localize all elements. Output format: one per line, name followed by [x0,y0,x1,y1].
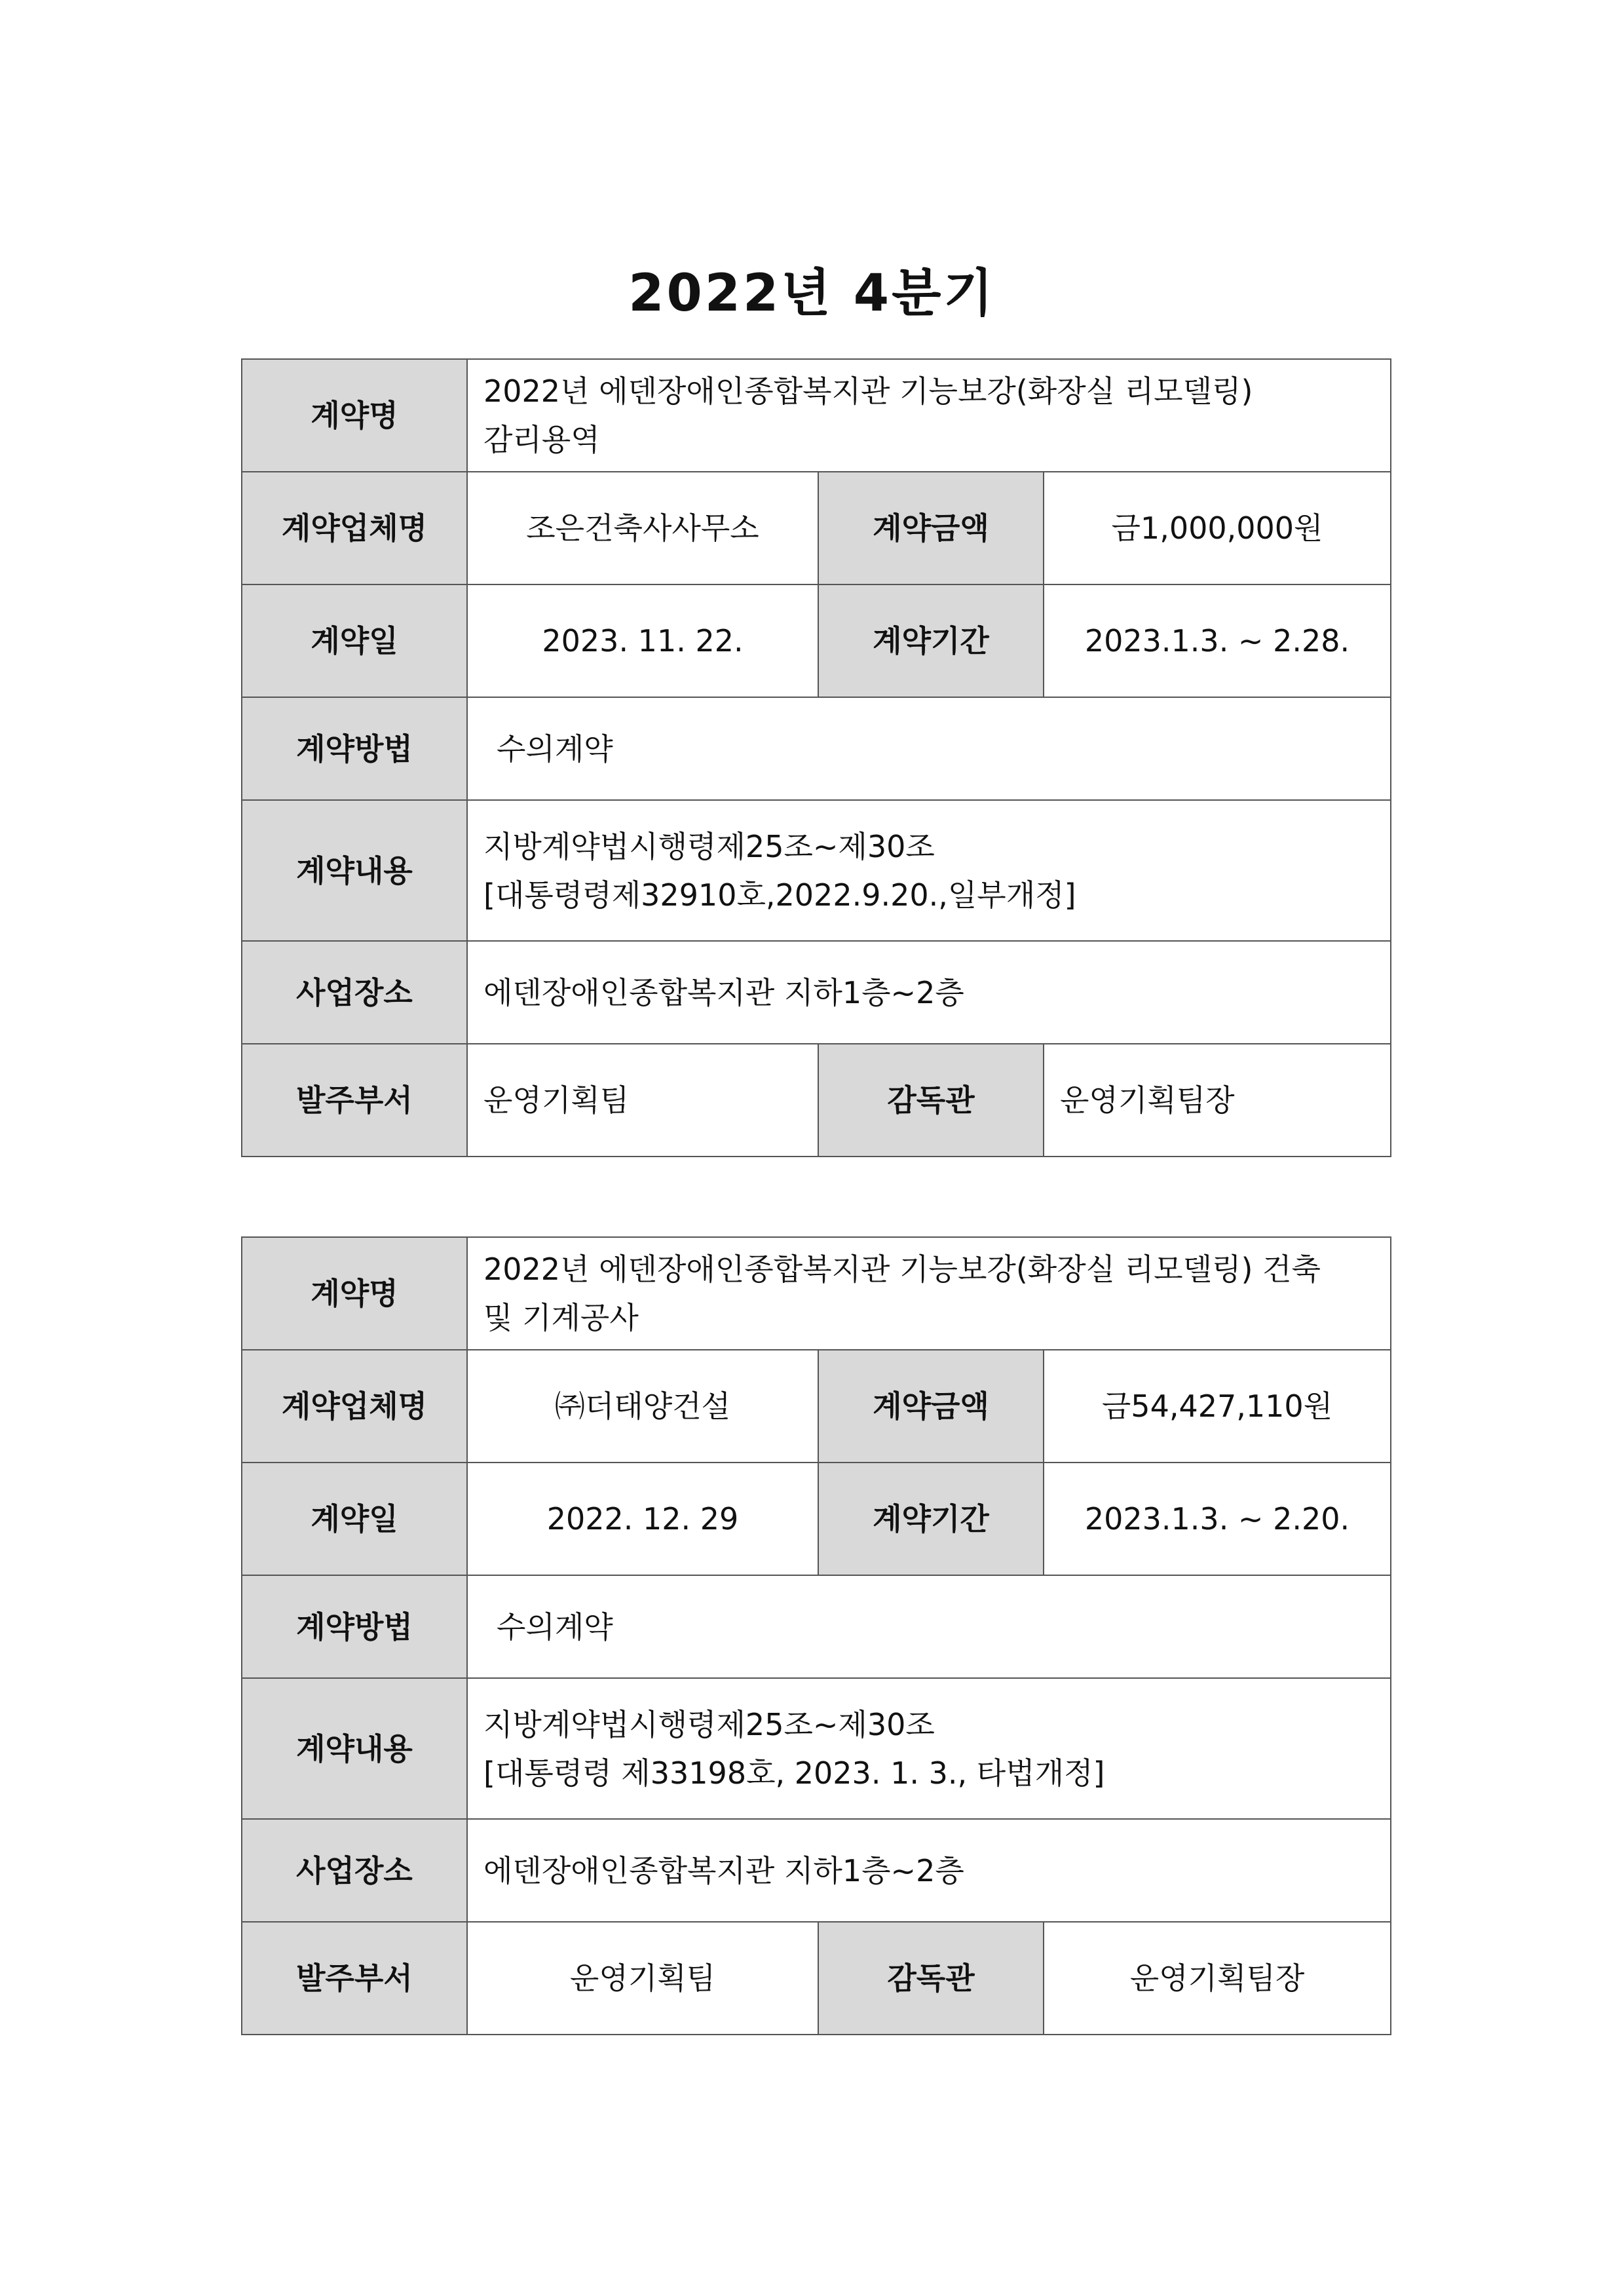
label-period: 계약기간 [818,584,1044,697]
row-contract-name [242,1237,1391,1350]
content-line1: 지방계약법시행령제25조~제30조 [483,1706,935,1742]
value-contract-name [467,1237,1391,1350]
content-line1: 지방계약법시행령제25조~제30조 [483,828,935,864]
label-amount: 계약금액 [818,1350,1044,1463]
value-period: 2023.1.3. ~ 2.28. [1044,584,1391,697]
value-supervisor: 운영기획팀장 [1044,1044,1391,1157]
label-method: 계약방법 [242,1575,467,1678]
label-supervisor: 감독관 [818,1922,1044,2035]
page-title: 2022년 4분기 [628,264,996,323]
label-content: 계약내용 [242,800,467,941]
label-contract-name: 계약명 [242,359,467,472]
value-amount: 금1,000,000원 [1044,472,1391,584]
row-method [242,697,1391,800]
row-content [242,800,1391,941]
value-contract-name [467,359,1391,472]
contract-name-line1: 2022년 에덴장애인종합복지관 기능보강(화장실 리모델링) [483,373,1253,409]
row-date-period [242,1463,1391,1575]
value-content [467,1678,1391,1819]
label-date: 계약일 [242,584,467,697]
label-content: 계약내용 [242,1678,467,1819]
value-vendor: ㈜더태양건설 [467,1350,818,1463]
contract-name-line1: 2022년 에덴장애인종합복지관 기능보강(화장실 리모델링) 건축 [483,1252,1321,1287]
value-method: 수의계약 [467,697,1391,800]
content-line2: [대통령령제32910호,2022.9.20.,일부개정] [483,877,1076,913]
label-date: 계약일 [242,1463,467,1575]
label-supervisor: 감독관 [818,1044,1044,1157]
content-line2: [대통령령 제33198호, 2023. 1. 3., 타법개정] [483,1755,1105,1791]
value-period: 2023.1.3. ~ 2.20. [1044,1463,1391,1575]
value-method: 수의계약 [467,1575,1391,1678]
value-location: 에덴장애인종합복지관 지하1층~2층 [467,1819,1391,1922]
label-location: 사업장소 [242,1819,467,1922]
value-content [467,800,1391,941]
value-amount: 금54,427,110원 [1044,1350,1391,1463]
label-contract-name: 계약명 [242,1237,467,1350]
value-department: 운영기획팀 [467,1044,818,1157]
label-location: 사업장소 [242,941,467,1044]
contract-name-line2: 감리용역 [483,422,600,457]
label-period: 계약기간 [818,1463,1044,1575]
value-department: 운영기획팀 [467,1922,818,2035]
row-vendor-amount [242,472,1391,584]
value-supervisor: 운영기획팀장 [1044,1922,1391,2035]
value-vendor: 조은건축사사무소 [467,472,818,584]
contract-table-1 [241,358,1391,1157]
row-contract-name [242,359,1391,472]
row-content [242,1678,1391,1819]
label-vendor: 계약업체명 [242,472,467,584]
contract-name-line2: 및 기계공사 [483,1300,639,1335]
row-location [242,941,1391,1044]
label-amount: 계약금액 [818,472,1044,584]
label-method: 계약방법 [242,697,467,800]
value-location: 에덴장애인종합복지관 지하1층~2층 [467,941,1391,1044]
label-vendor: 계약업체명 [242,1350,467,1463]
value-date: 2023. 11. 22. [467,584,818,697]
row-method [242,1575,1391,1678]
value-date: 2022. 12. 29 [467,1463,818,1575]
row-department-supervisor [242,1922,1391,2035]
row-date-period [242,584,1391,697]
row-location [242,1819,1391,1922]
label-department: 발주부서 [242,1922,467,2035]
label-department: 발주부서 [242,1044,467,1157]
contract-table-2 [241,1236,1391,2035]
row-department-supervisor [242,1044,1391,1157]
row-vendor-amount [242,1350,1391,1463]
